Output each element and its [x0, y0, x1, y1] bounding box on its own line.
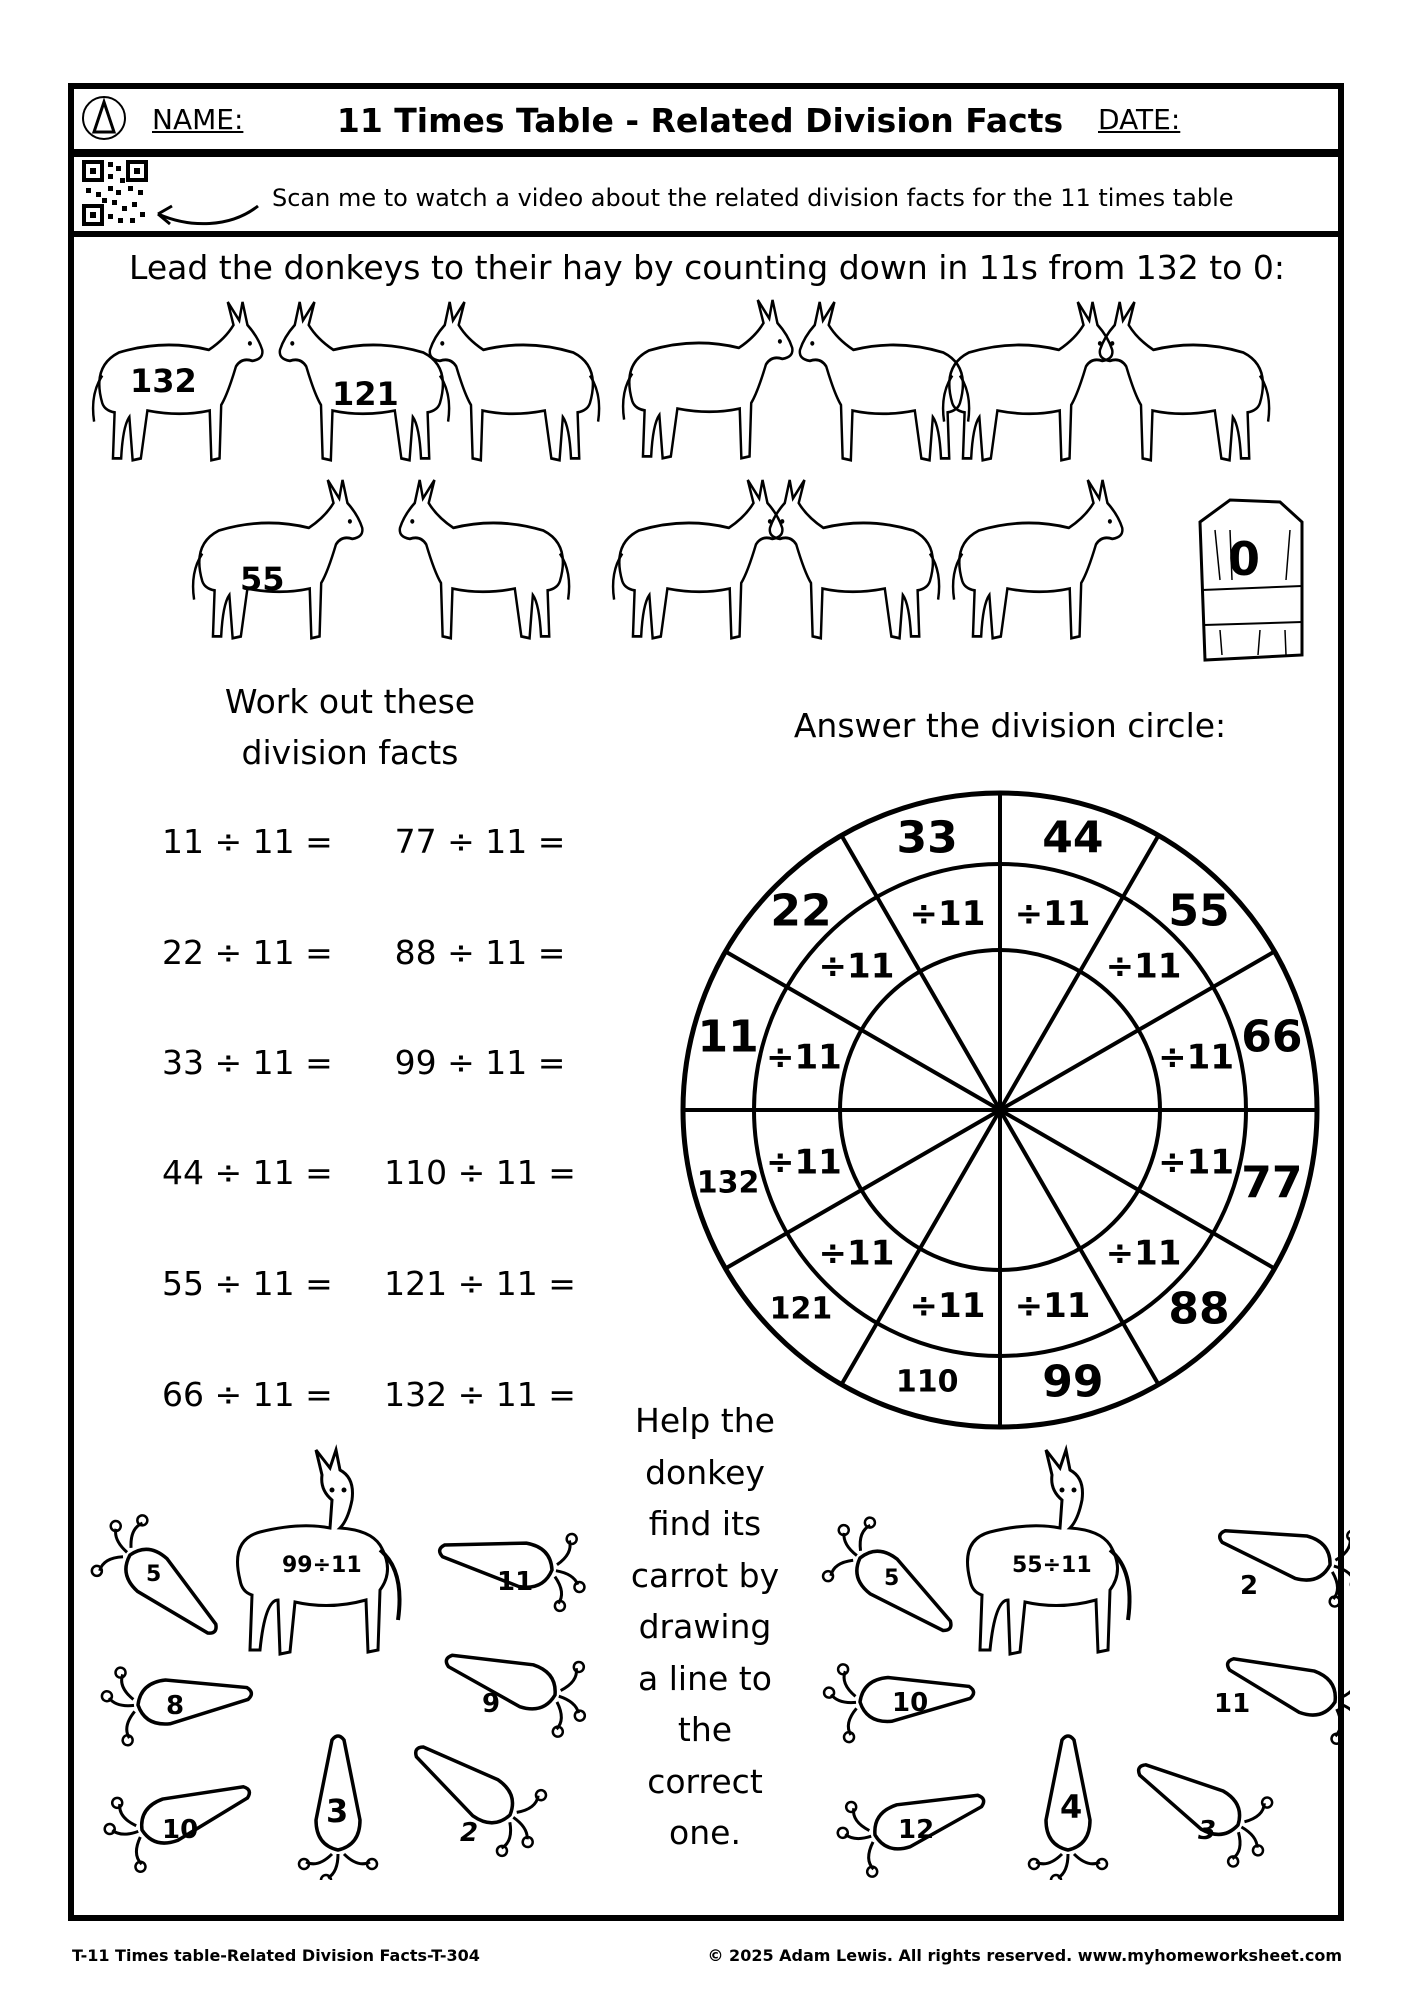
carrot-instruction-line: correct	[647, 1761, 763, 1801]
left-carrot-label-5: 5	[146, 1562, 162, 1587]
left-carrot-9[interactable]	[435, 1623, 601, 1743]
division-circle	[650, 760, 1350, 1460]
donkey-label-55: 55	[240, 560, 285, 598]
right-carrot-label-3: 3	[1198, 1816, 1217, 1846]
circle-outer-number: 121	[769, 1291, 833, 1327]
carrot-instruction-line: carrot by	[630, 1555, 780, 1595]
circle-outer-number: 33	[896, 812, 958, 864]
facts-heading-line1: Work out these	[224, 682, 476, 721]
carrot-instruction-line: one.	[669, 1813, 741, 1852]
fact-left-1: 11 ÷ 11 =	[162, 822, 333, 861]
footer-right: © 2025 Adam Lewis. All rights reserved. www.myhomeworksheet.com	[707, 1946, 1342, 1965]
circle-operator: ÷11	[1014, 893, 1091, 934]
right-donkey	[968, 1450, 1130, 1654]
donkey-5	[800, 302, 969, 460]
left-carrot-label-10: 10	[162, 1815, 199, 1845]
fact-left-2: 22 ÷ 11 =	[162, 933, 333, 972]
right-carrot-label-4: 4	[1060, 1788, 1083, 1826]
right-carrot-label-2: 2	[1240, 1571, 1259, 1601]
right-carrot-label-10: 10	[892, 1688, 929, 1718]
left-carrot-label-2: 2	[460, 1818, 479, 1848]
donkey-10	[613, 480, 782, 638]
arrow-icon	[150, 198, 262, 232]
right-carrot-label-5: 5	[884, 1566, 900, 1591]
left-carrot-label-3: 3	[326, 1792, 349, 1830]
logo-icon	[80, 92, 128, 144]
circle-heading: Answer the division circle:	[793, 706, 1227, 745]
fact-left-6: 66 ÷ 11 =	[162, 1375, 333, 1414]
fact-right-2: 88 ÷ 11 =	[394, 933, 566, 972]
circle-outer-number: 66	[1241, 1011, 1303, 1063]
circle-operator: ÷11	[766, 1037, 842, 1078]
left-carrot-11[interactable]	[433, 1512, 593, 1615]
circle-operator: ÷11	[818, 946, 895, 987]
circle-outer-number: 44	[1042, 812, 1104, 864]
circle-outer-number: 11	[697, 1011, 759, 1063]
circle-operator: ÷11	[818, 1233, 895, 1274]
donkey-12	[953, 480, 1122, 638]
donkey-instruction: Lead the donkeys to their hay by counting down in 11s from 132 to 0:	[129, 248, 1285, 287]
donkey-sequence	[80, 290, 1320, 690]
right-carrot-2[interactable]	[1210, 1498, 1350, 1612]
qr-code-icon[interactable]	[82, 160, 148, 226]
circle-outer-number: 132	[696, 1165, 760, 1201]
left-donkey-label: 99÷11	[282, 1553, 362, 1578]
circle-operator: ÷11	[1105, 1233, 1182, 1274]
hay-label-0: 0	[1228, 532, 1261, 586]
donkey-4	[623, 300, 792, 458]
fact-right-6: 132 ÷ 11 =	[384, 1375, 576, 1414]
donkey-label-121: 121	[332, 375, 399, 413]
donkey-9	[400, 480, 569, 638]
circle-operator: ÷11	[909, 1286, 986, 1327]
footer-left: T-11 Times table-Related Division Facts-T-304	[72, 1946, 480, 1965]
fact-right-4: 110 ÷ 11 =	[384, 1153, 576, 1192]
carrot-puzzles	[70, 1440, 1350, 1880]
left-carrot-label-11: 11	[497, 1567, 534, 1597]
right-carrot-label-11: 11	[1214, 1689, 1251, 1719]
left-donkey	[238, 1450, 400, 1654]
fact-left-5: 55 ÷ 11 =	[162, 1264, 333, 1303]
carrot-instruction-line: drawing	[638, 1607, 772, 1646]
left-carrot-label-8: 8	[166, 1691, 185, 1721]
circle-outer-number: 99	[1042, 1356, 1104, 1408]
fact-right-3: 99 ÷ 11 =	[394, 1043, 566, 1082]
fact-left-4: 44 ÷ 11 =	[162, 1153, 333, 1192]
donkey-3	[430, 302, 599, 460]
right-carrot-3[interactable]	[1120, 1734, 1288, 1876]
left-carrot-label-9: 9	[482, 1689, 501, 1719]
qr-caption: Scan me to watch a video about the related division facts for the 11 times table	[272, 184, 1234, 212]
donkey-11	[770, 480, 939, 638]
circle-operator: ÷11	[766, 1142, 842, 1183]
circle-operator: ÷11	[1014, 1286, 1091, 1327]
facts-heading-line2: division facts	[241, 733, 459, 772]
donkey-6	[943, 302, 1112, 460]
circle-outer-number: 110	[895, 1364, 959, 1400]
circle-outer-number: 55	[1168, 885, 1230, 937]
donkey-label-132: 132	[130, 362, 197, 400]
right-donkey-label: 55÷11	[1012, 1553, 1092, 1578]
carrot-instruction-line: the	[677, 1710, 733, 1749]
name-label: NAME:	[152, 103, 244, 136]
circle-operator: ÷11	[1158, 1037, 1234, 1078]
circle-outer-number: 88	[1168, 1283, 1230, 1335]
fact-left-3: 33 ÷ 11 =	[162, 1043, 333, 1082]
carrot-instruction-line: find its	[648, 1504, 762, 1543]
circle-operator: ÷11	[1158, 1142, 1234, 1183]
circle-operator: ÷11	[909, 893, 986, 934]
carrot-instruction-line: Help the	[635, 1401, 775, 1440]
circle-outer-number: 22	[770, 885, 832, 937]
right-carrot-label-12: 12	[898, 1815, 935, 1845]
fact-right-1: 77 ÷ 11 =	[394, 822, 566, 861]
page-title: 11 Times Table - Related Division Facts	[336, 101, 1064, 140]
fact-right-5: 121 ÷ 11 =	[384, 1264, 576, 1303]
circle-outer-number: 77	[1241, 1157, 1303, 1209]
date-label: DATE:	[1098, 103, 1181, 136]
carrot-instruction-line: donkey	[645, 1452, 765, 1492]
carrot-instruction-line: a line to	[638, 1658, 772, 1698]
circle-operator: ÷11	[1105, 946, 1182, 987]
donkey-7	[1100, 302, 1269, 460]
